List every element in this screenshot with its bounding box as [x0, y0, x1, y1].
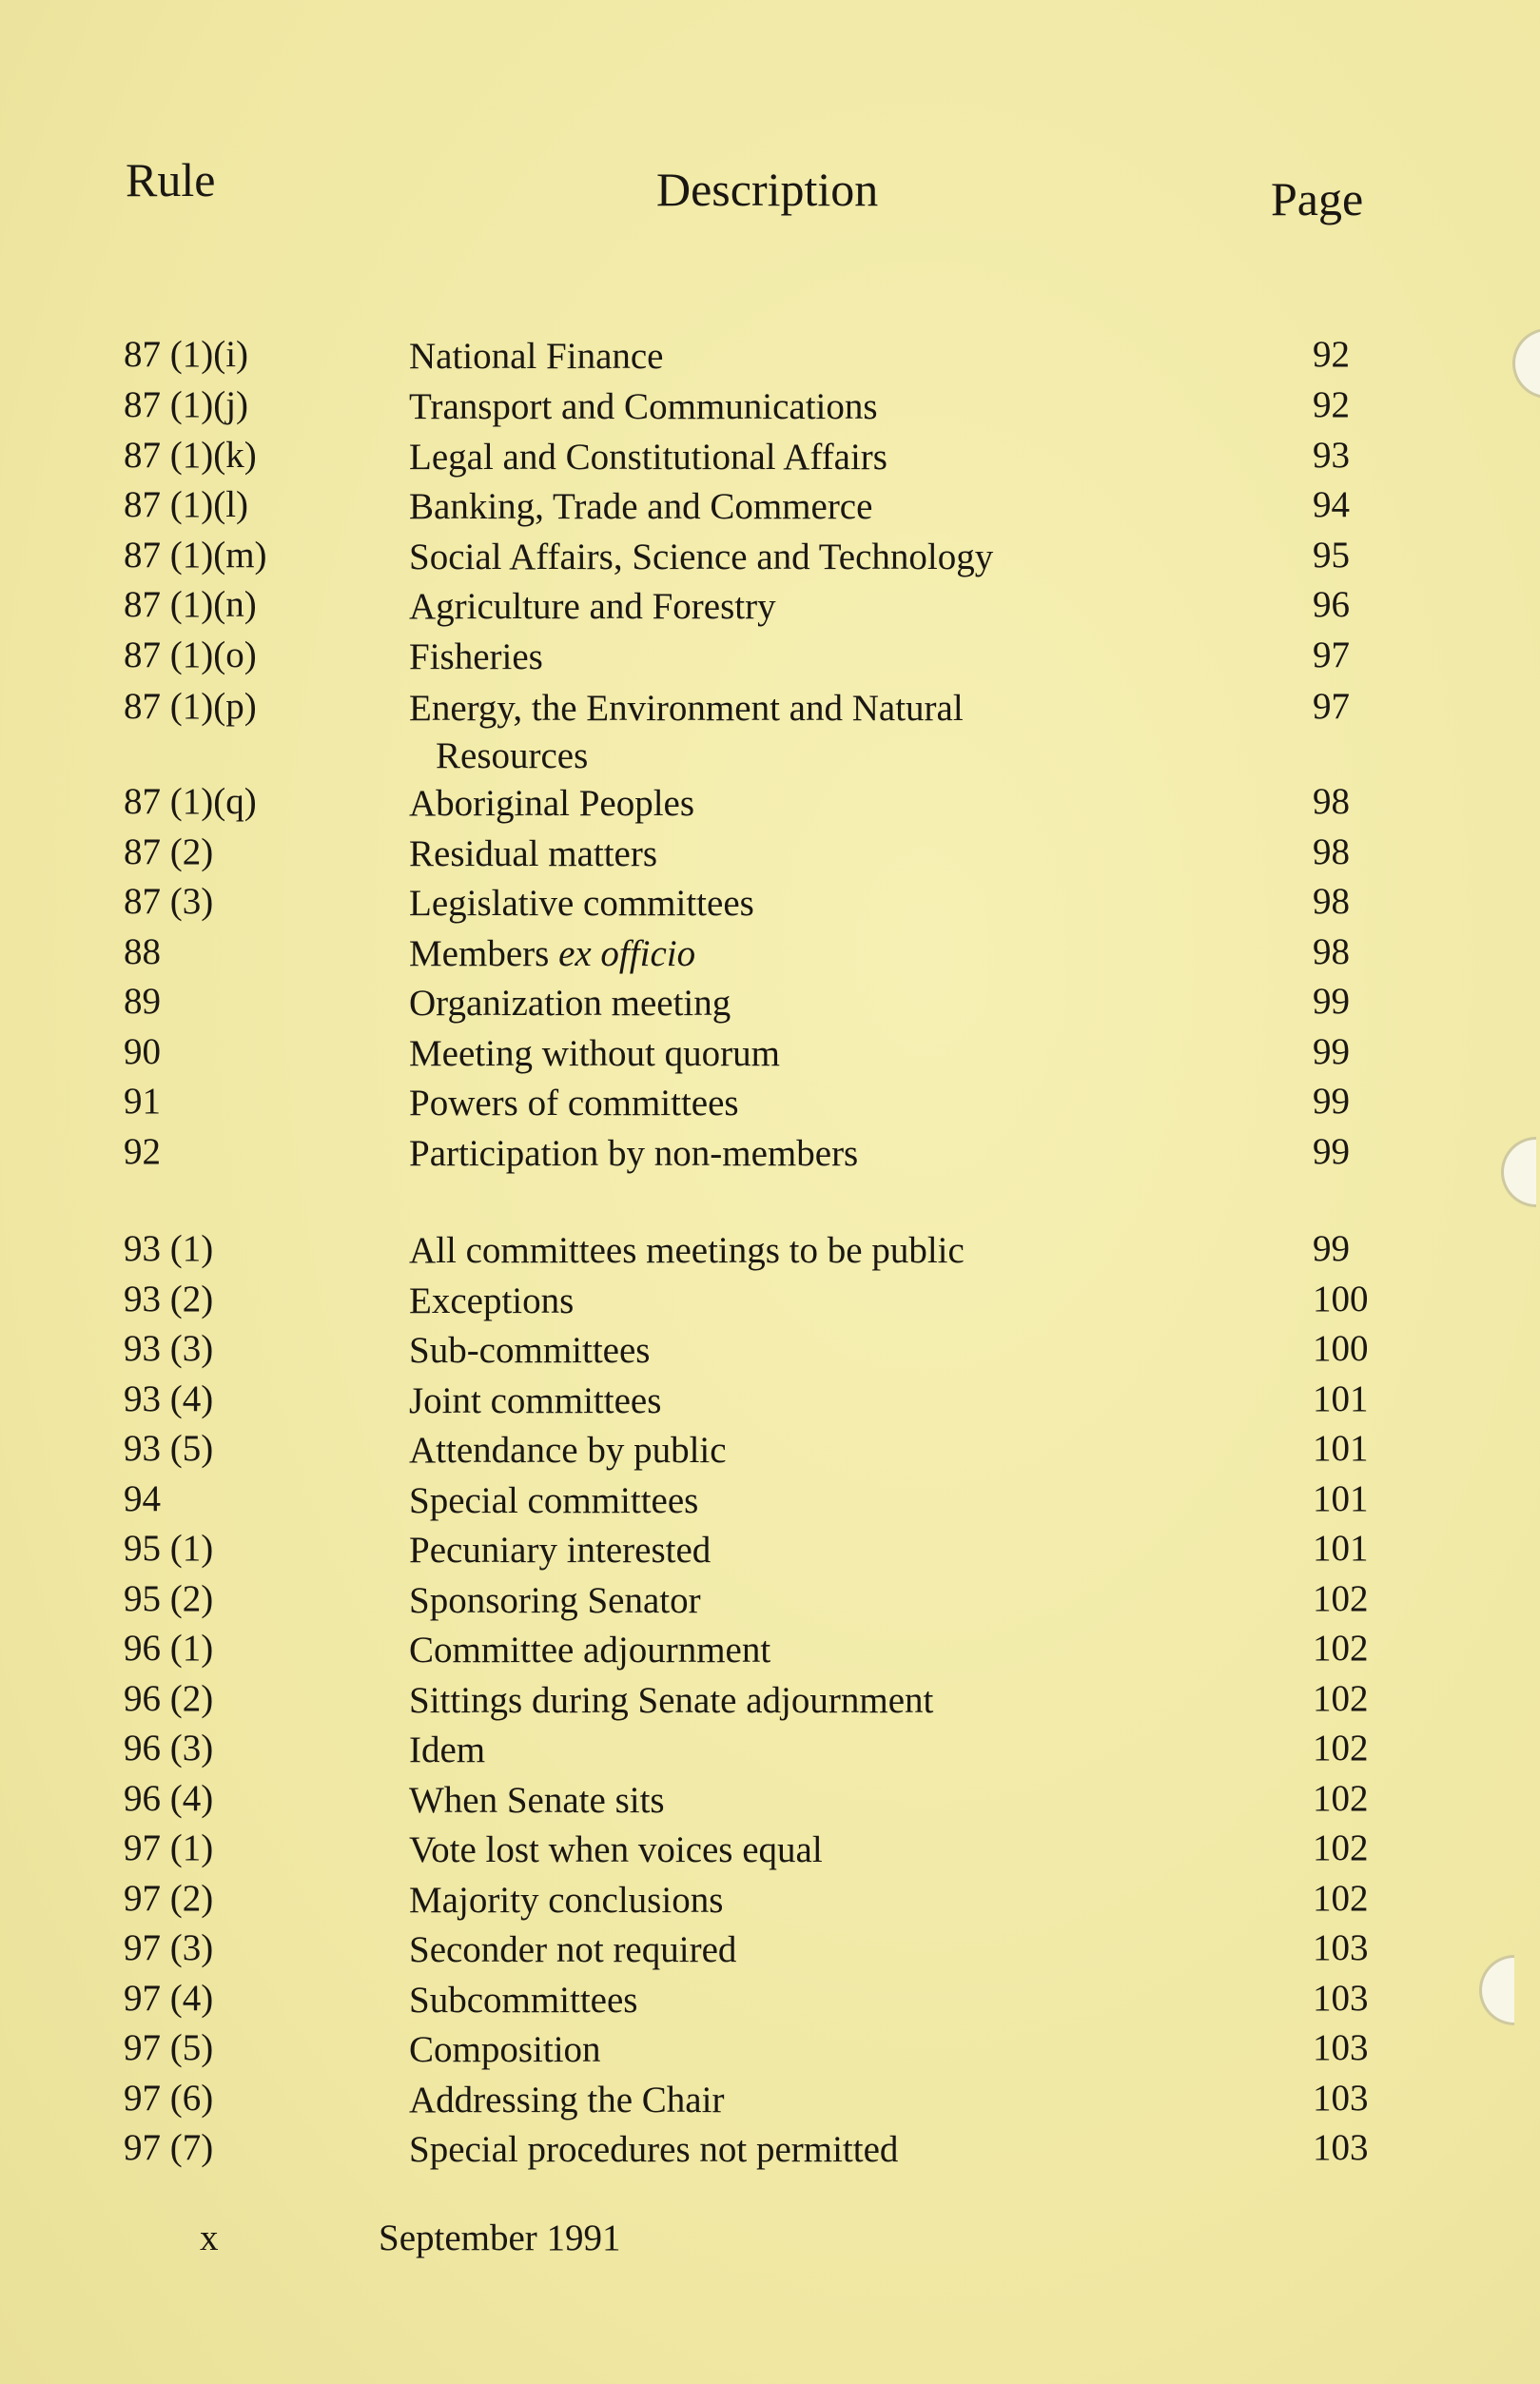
rule-description: Social Affairs, Science and Technology	[409, 537, 994, 577]
rule-number: 95 (1)	[124, 1528, 214, 1569]
page-number: 103	[1313, 2127, 1369, 2168]
page-number: 99	[1313, 1081, 1350, 1122]
column-header-rule: Rule	[126, 153, 216, 206]
table-row	[0, 685, 1540, 776]
table-row	[0, 534, 1540, 583]
table-row	[0, 2077, 1540, 2126]
page-number: 99	[1313, 1031, 1350, 1072]
rule-number: 97 (3)	[124, 1927, 214, 1968]
rule-number: 87 (1)(q)	[124, 781, 257, 822]
table-row	[0, 780, 1540, 830]
table-row	[0, 1777, 1540, 1827]
rule-number: 87 (1)(m)	[124, 535, 267, 576]
rule-description: Joint committees	[409, 1380, 662, 1421]
table-row	[0, 1877, 1540, 1926]
table-row	[0, 583, 1540, 633]
page-number: 99	[1313, 981, 1350, 1022]
table-row	[0, 1477, 1540, 1527]
page-number: 102	[1313, 1678, 1369, 1719]
page-number: 102	[1313, 1578, 1369, 1619]
rule-description: Participation by non-members	[409, 1133, 859, 1174]
rule-number: 93 (5)	[124, 1428, 214, 1469]
rule-description: Fisheries	[409, 636, 543, 677]
rule-description-continuation: Resources	[436, 735, 589, 776]
rule-description: Organization meeting	[409, 983, 731, 1024]
page-number: 103	[1313, 2027, 1369, 2068]
rule-number: 97 (6)	[124, 2078, 214, 2119]
page-number: 98	[1313, 881, 1350, 922]
page-number: 96	[1313, 584, 1350, 625]
rule-number: 87 (1)(k)	[124, 435, 257, 476]
rule-number: 87 (1)(l)	[124, 484, 249, 525]
page-number: 101	[1313, 1528, 1369, 1569]
page-number: 101	[1313, 1378, 1369, 1419]
page-number: 99	[1313, 1228, 1350, 1269]
rule-description: Residual matters	[409, 833, 658, 874]
rule-number: 92	[124, 1131, 161, 1172]
rule-number: 90	[124, 1031, 161, 1072]
rule-number: 87 (1)(o)	[124, 635, 257, 675]
rule-number: 97 (7)	[124, 2127, 214, 2168]
page-number: 102	[1313, 1628, 1369, 1669]
rule-number: 87 (1)(i)	[124, 334, 249, 375]
table-row	[0, 1030, 1540, 1080]
table-row	[0, 980, 1540, 1029]
page-number: 99	[1313, 1131, 1350, 1172]
rule-description: Pecuniary interested	[409, 1530, 712, 1571]
table-row	[0, 2126, 1540, 2176]
rule-description: Attendance by public	[409, 1430, 727, 1471]
rule-number: 87 (1)(p)	[124, 686, 257, 727]
table-row	[0, 1977, 1540, 2026]
table-row	[0, 880, 1540, 929]
rule-number: 93 (3)	[124, 1328, 214, 1369]
table-row	[0, 1278, 1540, 1327]
rule-description: Idem	[409, 1729, 486, 1770]
rule-number: 96 (2)	[124, 1678, 214, 1719]
rule-number: 94	[124, 1478, 161, 1519]
rule-number: 97 (4)	[124, 1978, 214, 2019]
rule-description: Subcommittees	[409, 1980, 638, 2021]
page-number: 101	[1313, 1428, 1369, 1469]
table-row	[0, 1677, 1540, 1727]
rule-number: 96 (1)	[124, 1628, 214, 1669]
rule-description: Exceptions	[409, 1280, 575, 1321]
rule-description: Legislative committees	[409, 883, 754, 924]
table-row	[0, 434, 1540, 483]
page-number: 100	[1313, 1279, 1369, 1319]
rule-description: Special committees	[409, 1480, 699, 1521]
table-row	[0, 634, 1540, 683]
rule-number: 95 (2)	[124, 1578, 214, 1619]
rule-description: Addressing the Chair	[409, 2080, 725, 2120]
page-number: 103	[1313, 1927, 1369, 1968]
rule-description: Energy, the Environment and Natural Resources	[409, 688, 964, 776]
rule-description: Sponsoring Senator	[409, 1580, 701, 1621]
rule-number: 97 (5)	[124, 2027, 214, 2068]
table-row	[0, 1227, 1540, 1277]
rule-description-italic: ex officio	[558, 933, 696, 974]
page-number: 102	[1313, 1728, 1369, 1768]
rule-description: Sittings during Senate adjournment	[409, 1680, 934, 1721]
page-number: 103	[1313, 2078, 1369, 2119]
table-row	[0, 1130, 1540, 1180]
page-number: 92	[1313, 384, 1350, 425]
table-row	[0, 1527, 1540, 1576]
rule-description: Vote lost when voices equal	[409, 1829, 823, 1870]
page-number: 97	[1313, 686, 1350, 727]
rule-number: 97 (1)	[124, 1827, 214, 1868]
rule-number: 93 (4)	[124, 1378, 214, 1419]
table-row	[0, 1827, 1540, 1876]
page-number: 92	[1313, 334, 1350, 375]
rule-description: All committees meetings to be public	[409, 1230, 965, 1271]
rule-description: Legal and Constitutional Affairs	[409, 437, 887, 478]
rule-description: Banking, Trade and Commerce	[409, 486, 873, 527]
table-row	[0, 333, 1540, 382]
table-row	[0, 1080, 1540, 1129]
page-number: 94	[1313, 484, 1350, 525]
table-row	[0, 1327, 1540, 1377]
rule-number: 96 (3)	[124, 1728, 214, 1768]
table-row	[0, 1926, 1540, 1976]
table-row	[0, 830, 1540, 880]
rule-description: Agriculture and Forestry	[409, 586, 776, 627]
table-row	[0, 1727, 1540, 1776]
page-number: 102	[1313, 1827, 1369, 1868]
column-header-description: Description	[656, 163, 879, 216]
rule-description: Seconder not required	[409, 1929, 737, 1970]
rule-description: Aboriginal Peoples	[409, 783, 695, 824]
page-number: 93	[1313, 435, 1350, 476]
page-number: 98	[1313, 831, 1350, 872]
column-header-page: Page	[1271, 172, 1364, 225]
table-row	[0, 483, 1540, 533]
table-row	[0, 930, 1540, 980]
page-number: 100	[1313, 1328, 1369, 1369]
rule-description: When Senate sits	[409, 1780, 665, 1821]
table-row	[0, 1427, 1540, 1476]
rule-number: 93 (2)	[124, 1279, 214, 1319]
rule-description: Transport and Communications	[409, 386, 878, 427]
rule-description: Majority conclusions	[409, 1880, 724, 1921]
page-number: 103	[1313, 1978, 1369, 2019]
rule-description: Meeting without quorum	[409, 1033, 780, 1074]
page-number: 98	[1313, 781, 1350, 822]
page-number: 102	[1313, 1778, 1369, 1819]
footer-date: September 1991	[379, 2218, 621, 2258]
page-number: 98	[1313, 931, 1350, 972]
rule-number: 93 (1)	[124, 1228, 214, 1269]
rule-description: Members ex officio	[409, 933, 696, 974]
rule-number: 87 (2)	[124, 831, 214, 872]
rule-description: Powers of committees	[409, 1083, 739, 1124]
table-row	[0, 383, 1540, 433]
footer-page-number: x	[200, 2218, 219, 2258]
rule-number: 96 (4)	[124, 1778, 214, 1819]
rule-number: 87 (3)	[124, 881, 214, 922]
rule-description: Special procedures not permitted	[409, 2129, 899, 2170]
page-number: 102	[1313, 1878, 1369, 1919]
page-number: 101	[1313, 1478, 1369, 1519]
rule-number: 88	[124, 931, 161, 972]
table-row	[0, 1577, 1540, 1627]
rule-description: Sub-committees	[409, 1330, 651, 1371]
page-number: 97	[1313, 635, 1350, 675]
table-row	[0, 1378, 1540, 1427]
table-row	[0, 1627, 1540, 1676]
rule-description: Committee adjournment	[409, 1630, 771, 1671]
rule-number: 97 (2)	[124, 1878, 214, 1919]
rule-number: 87 (1)(j)	[124, 384, 249, 425]
rule-number: 91	[124, 1081, 161, 1122]
rule-number: 89	[124, 981, 161, 1022]
rule-number: 87 (1)(n)	[124, 584, 257, 625]
page-number: 95	[1313, 535, 1350, 576]
rule-description: National Finance	[409, 336, 664, 377]
table-row	[0, 2026, 1540, 2076]
rule-description: Composition	[409, 2029, 601, 2070]
